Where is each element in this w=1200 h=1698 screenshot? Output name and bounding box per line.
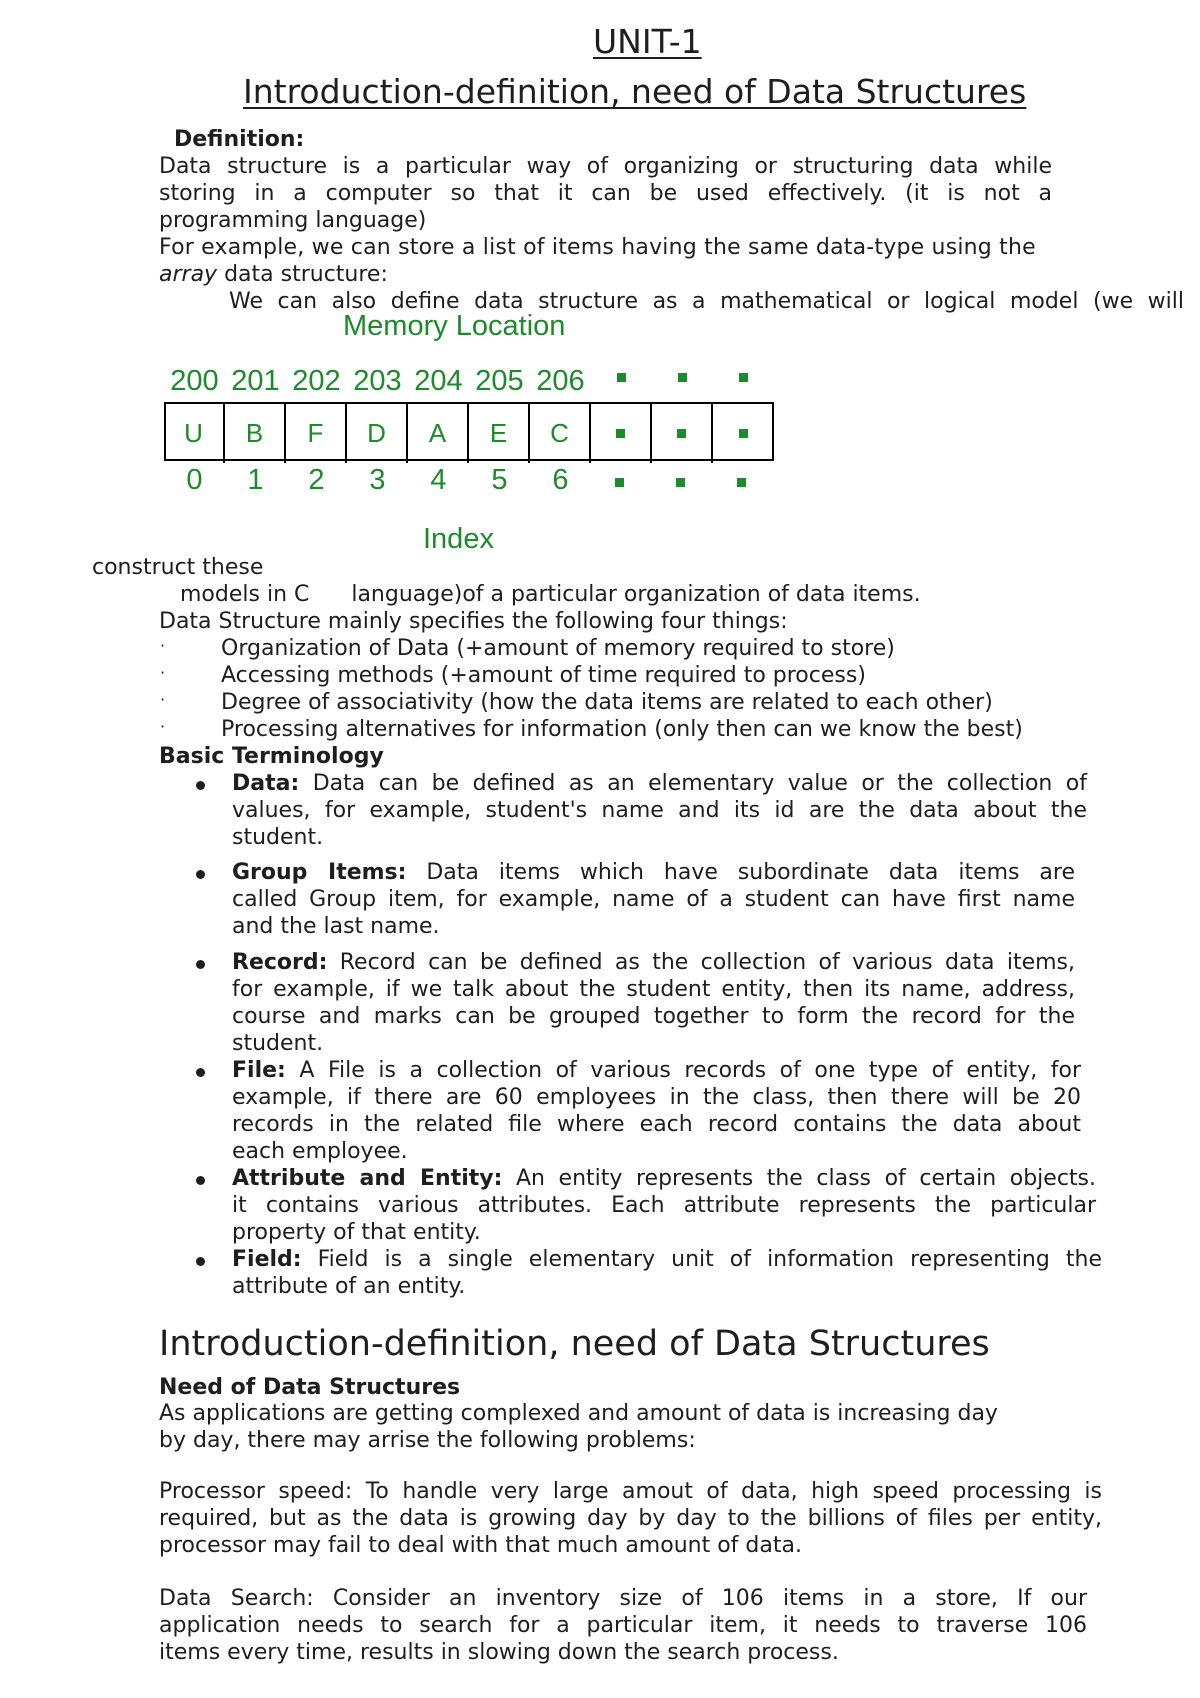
definition-line-3: programming language) [159, 208, 427, 233]
ellipsis-dot [615, 478, 624, 487]
specifies-item: Degree of associativity (how the data items are related to each other) [221, 690, 993, 715]
array-cell: C [530, 404, 591, 463]
term-line: and the last name. [232, 914, 440, 939]
address-label: 201 [231, 365, 280, 397]
term-line [232, 770, 1087, 797]
array-cell: E [469, 404, 530, 463]
specifies-item: Accessing methods (+amount of time required to process) [221, 663, 866, 688]
definition-line-1: Data structure is a particular way of organizing or structuring data while [159, 154, 1052, 179]
index-value: 1 [247, 464, 264, 496]
bullet-dot: · [160, 717, 166, 736]
index-value: 3 [369, 464, 386, 496]
processor-line: processor may fail to deal with that much amount of data. [159, 1533, 802, 1558]
model-line-2: construct these [92, 555, 264, 580]
term-text: Record can be defined as the collection of various data items, [327, 950, 1075, 975]
processor-line: required, but as the data is growing day by day to the billions of files per entity, [159, 1506, 1102, 1531]
search-line: items every time, results in slowing down the search process. [159, 1640, 839, 1665]
ellipsis-dot [739, 373, 748, 382]
term-line: course and marks can be grouped together to form the record for the [232, 1004, 1075, 1029]
specifies-intro: Data Structure mainly specifies the following four things: [159, 609, 788, 634]
array-cell [591, 404, 652, 463]
term-line: student. [232, 825, 324, 850]
term-line: it contains various attributes. Each attribute represents the particular [232, 1193, 1096, 1218]
bullet [196, 781, 205, 790]
definition-label: Definition: [174, 127, 305, 152]
term-text: A File is a collection of various records of one type of entity, for [285, 1058, 1081, 1083]
term-line: each employee. [232, 1139, 408, 1164]
search-line: Data Search: Consider an inventory size of 106 items in a store, If our [159, 1586, 1087, 1611]
search-line: application needs to search for a particular item, it needs to traverse 106 [159, 1613, 1087, 1638]
term-line: example, if there are 60 employees in the class, then there will be 20 [232, 1085, 1081, 1110]
array-cell [652, 404, 713, 463]
term-line: for example, if we talk about the student entity, then its name, address, [232, 977, 1075, 1002]
model-line-1: We can also define data structure as a mathematical or logical model (we will [229, 289, 1184, 314]
array-cell [713, 404, 774, 463]
term-line [232, 1246, 1102, 1273]
address-label: 205 [475, 365, 524, 397]
term-line [232, 1057, 1081, 1084]
array-cell: U [164, 404, 225, 463]
array-term: array [159, 262, 218, 287]
index-label: Index [423, 523, 494, 555]
address-label: 206 [536, 365, 585, 397]
index-value: 2 [308, 464, 325, 496]
array-cell: F [286, 404, 347, 463]
processor-line: Processor speed: To handle very large amout of data, high speed processing is [159, 1479, 1102, 1504]
bullet [196, 870, 205, 879]
ellipsis-dot [677, 429, 686, 438]
address-label: 200 [170, 365, 219, 397]
array-box [164, 402, 774, 461]
terminology-heading: Basic Terminology [159, 744, 384, 769]
example-line-1: For example, we can store a list of items having the same data-type using the [159, 235, 1036, 260]
term-line: called Group item, for example, name of a student can have first name [232, 887, 1075, 912]
need-intro-line: As applications are getting complexed and amount of data is increasing day [159, 1401, 998, 1426]
example-line-2-rest: data structure: [217, 262, 388, 287]
address-label: 203 [353, 365, 402, 397]
term-line: values, for example, student's name and its id are the data about the [232, 798, 1087, 823]
index-value: 6 [552, 464, 569, 496]
specifies-item: Processing alternatives for information (only then can we know the best) [221, 717, 1023, 742]
index-value: 0 [186, 464, 203, 496]
unit-title: UNIT-1 [593, 22, 702, 61]
figure-title: Memory Location [343, 310, 566, 342]
definition-line-2: storing in a computer so that it can be used effectively. (it is not a [159, 181, 1052, 206]
term-line: student. [232, 1031, 324, 1056]
bullet [196, 1068, 205, 1077]
need-heading: Need of Data Structures [159, 1375, 461, 1400]
section-heading: Introduction-definition, need of Data Structures [159, 1324, 990, 1364]
term-label: Record: [232, 950, 328, 975]
bullet-dot: · [160, 636, 166, 655]
term-line [232, 949, 1075, 976]
term-line: attribute of an entity. [232, 1274, 466, 1299]
ellipsis-dot [739, 429, 748, 438]
model-line-3: models in C language)of a particular organization of data items. [180, 582, 921, 607]
need-intro-line: by day, there may arrise the following problems: [159, 1428, 696, 1453]
address-label: 204 [414, 365, 463, 397]
term-label: File: [232, 1058, 286, 1083]
ellipsis-dot [676, 478, 685, 487]
bullet-dot: · [160, 690, 166, 709]
array-cell: B [225, 404, 286, 463]
term-label: Group Items: [232, 860, 407, 885]
ellipsis-dot [617, 373, 626, 382]
term-label: Attribute and Entity: [232, 1166, 503, 1191]
bullet [196, 1257, 205, 1266]
array-cell: A [408, 404, 469, 463]
term-line [232, 859, 1075, 886]
term-text: Field is a single elementary unit of information representing the [301, 1247, 1102, 1272]
term-text: An entity represents the class of certain objects. [502, 1166, 1096, 1191]
index-value: 5 [491, 464, 508, 496]
term-text: Data items which have subordinate data items are [406, 860, 1075, 885]
example-line-2 [159, 261, 388, 288]
ellipsis-dot [737, 478, 746, 487]
specifies-item: Organization of Data (+amount of memory required to store) [221, 636, 895, 661]
bullet [196, 960, 205, 969]
array-cell: D [347, 404, 408, 463]
page-heading: Introduction-definition, need of Data Structures [243, 72, 1027, 111]
ellipsis-dot [616, 429, 625, 438]
bullet [196, 1176, 205, 1185]
term-label: Field: [232, 1247, 302, 1272]
term-line: property of that entity. [232, 1220, 481, 1245]
term-text: Data can be defined as an elementary value or the collection of [299, 771, 1087, 796]
term-line: records in the related file where each record contains the data about [232, 1112, 1081, 1137]
term-line [232, 1165, 1096, 1192]
term-label: Data: [232, 771, 300, 796]
index-value: 4 [430, 464, 447, 496]
bullet-dot: · [160, 663, 166, 682]
address-label: 202 [292, 365, 341, 397]
ellipsis-dot [678, 373, 687, 382]
